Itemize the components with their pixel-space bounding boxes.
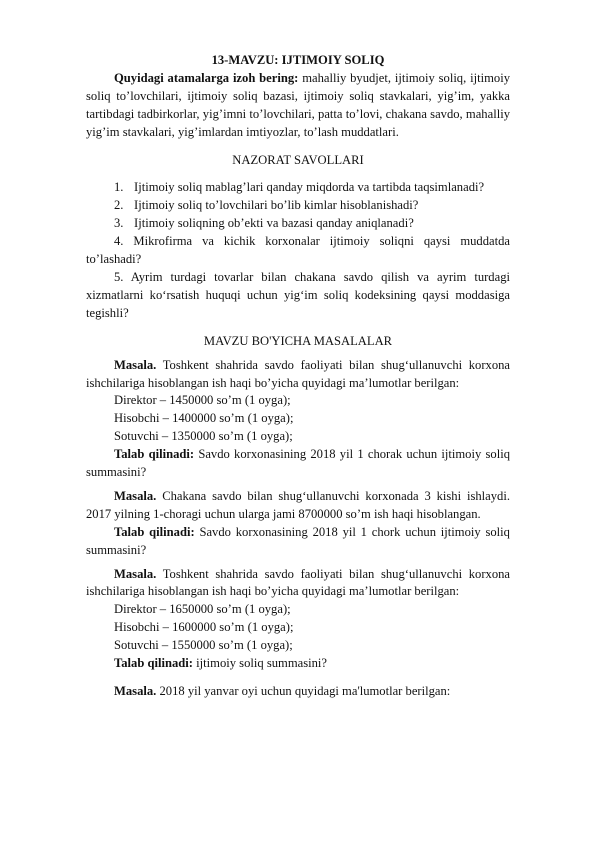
problem-label: Masala. [114, 357, 157, 372]
questions-list [86, 179, 510, 233]
question-number: 5. [114, 269, 124, 284]
problem-label: Masala. [114, 488, 157, 503]
question-text: Ijtimoiy soliq mablag’lari qanday miqdorda va tartibda taqsimlanadi? [134, 180, 485, 195]
question-number: 4. [114, 234, 124, 249]
intro-text: mahalliy byudjet, ijtimoiy soliq, ijtimoiy soliq to’lovchilari, ijtimoiy soliq bazasi, ijtimoiy soliq stavkalari, yig’im, yakka tartibdagi tadbirkorlar, yig’imni to’lovchilari, patta to’lovi, chakana savdo, mahalliy yig’im stavkalari, yig’imlardan imtiyozlar, to’lash muddatlari. [86, 70, 510, 139]
question-number: 1. [114, 180, 124, 195]
problem-text: Toshkent shahrida savdo faoliyati bilan shug‘ullanuvchi korxona ishchilariga hisoblangan ish haqi bo’yicha quyidagi ma’lumotlar berilgan: [86, 357, 510, 390]
task-text: Savdo korxonasining 2018 yil 1 chork uchun ijtimoiy soliq summasini? [86, 524, 510, 557]
intro-paragraph [86, 70, 510, 142]
problem-label: Masala. [114, 684, 157, 698]
problem-statement [86, 683, 510, 701]
question-text: Ayrim turdagi tovarlar bilan chakana savdo qilish va ayrim turdagi xizmatlarni ko‘rsatish huquqi uchun yig‘im soliq kodeksining qaysi moddasiga tegishli? [86, 269, 510, 320]
page-title: 13-MAVZU: IJTIMOIY SOLIQ [211, 53, 385, 67]
question-number: 2. [114, 198, 124, 213]
task-label: Talab qilinadi: [114, 656, 193, 671]
salary-line: Direktor – 1450000 so’m (1 oyga); [114, 393, 291, 408]
salary-line: Hisobchi – 1600000 so’m (1 oyga); [114, 620, 294, 635]
salary-line: Hisobchi – 1400000 so’m (1 oyga); [114, 411, 294, 426]
question-item [86, 215, 510, 233]
document-page [86, 52, 510, 701]
problem-task [86, 655, 510, 673]
problem-label: Masala. [114, 566, 157, 581]
problem-task [86, 446, 510, 482]
task-text: ijtimoiy soliq summasini? [193, 656, 327, 671]
salary-line: Direktor – 1650000 so’m (1 oyga); [114, 602, 291, 617]
problem-statement [86, 566, 510, 602]
question-item [86, 197, 510, 215]
salary-line: Sotuvchi – 1350000 so’m (1 oyga); [114, 429, 293, 444]
problem-text: 2018 yil yanvar oyi uchun quyidagi ma'lumotlar berilgan: [156, 684, 451, 698]
problems-heading: MAVZU BO'YICHA MASALALAR [203, 333, 393, 348]
task-label: Talab qilinadi: [114, 524, 195, 539]
question-item [86, 233, 510, 269]
intro-lead: Quyidagi atamalarga izoh bering: [114, 70, 299, 85]
problem-statement [86, 357, 510, 393]
problem-text: Toshkent shahrida savdo faoliyati bilan shug‘ullanuvchi korxona ishchilariga hisoblangan ish haqi bo’yicha quyidagi ma’lumotlar berilgan: [86, 566, 510, 599]
question-number: 3. [114, 216, 124, 231]
question-text: Mikrofirma va kichik korxonalar ijtimoiy soliqni qaysi muddatda to’lashadi? [86, 234, 510, 267]
question-item [86, 179, 510, 197]
salary-line: Sotuvchi – 1550000 so’m (1 oyga); [114, 638, 293, 653]
question-text: Ijtimoiy soliq to’lovchilari bo’lib kimlar hisoblanishadi? [134, 198, 419, 213]
problem-statement [86, 488, 510, 524]
questions-heading: NAZORAT SAVOLLARI [232, 152, 364, 167]
question-item [86, 269, 510, 323]
problem-task [86, 524, 510, 560]
task-text: Savdo korxonasining 2018 yil 1 chorak uchun ijtimoiy soliq summasini? [86, 447, 510, 480]
problem-text: Chakana savdo bilan shug‘ullanuvchi korxonada 3 kishi ishlaydi. 2017 yilning 1-choragi uchun ularga jami 8700000 so’m ish haqi hisoblangan. [86, 488, 510, 521]
task-label: Talab qilinadi: [114, 447, 195, 462]
question-text: Ijtimoiy soliqning ob’ekti va bazasi qanday aniqlanadi? [134, 216, 414, 231]
